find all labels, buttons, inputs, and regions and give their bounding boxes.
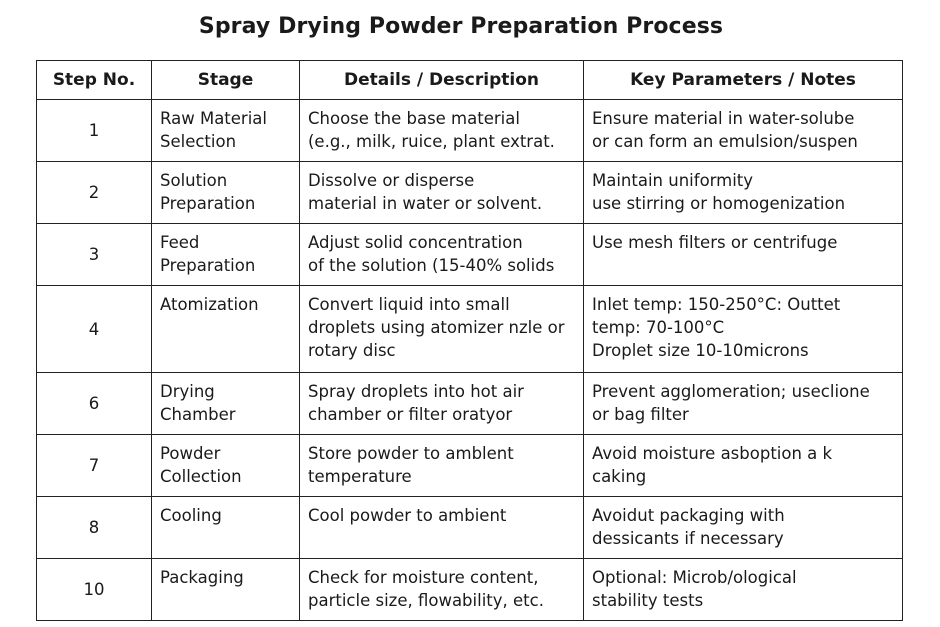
details-text: droplets using atomizer nzle or xyxy=(308,318,565,337)
notes-cell xyxy=(584,224,903,286)
notes-text: or can form an emulsion/suspen xyxy=(592,132,858,151)
notes-cell xyxy=(584,559,903,621)
step-number: 1 xyxy=(37,100,152,162)
header-notes: Key Parameters / Notes xyxy=(584,61,903,100)
notes-text: Use mesh filters or centrifuge xyxy=(592,233,838,252)
table-row xyxy=(37,497,903,559)
stage-text: Packaging xyxy=(160,568,244,587)
details-text: Choose the base material xyxy=(308,109,520,128)
stage-text: Collection xyxy=(160,467,242,486)
notes-text: Inlet temp: 150-250°C: Outtet xyxy=(592,295,841,314)
notes-text: Maintain uniformity xyxy=(592,171,754,190)
details-cell xyxy=(300,100,584,162)
notes-text: or bag filter xyxy=(592,405,689,424)
notes-text: temp: 70-100°C xyxy=(592,318,725,337)
details-text: of the solution (15-40% solids xyxy=(308,256,555,275)
stage-text: Feed xyxy=(160,233,200,252)
stage-cell xyxy=(152,497,300,559)
step-number: 6 xyxy=(37,373,152,435)
table-row xyxy=(37,559,903,621)
notes-cell xyxy=(584,435,903,497)
step-number: 4 xyxy=(37,286,152,373)
details-cell xyxy=(300,224,584,286)
notes-text: Avoidut packaging with xyxy=(592,506,785,525)
details-text: Adjust solid concentration xyxy=(308,233,523,252)
notes-text: Droplet size 10-10microns xyxy=(592,341,809,360)
table-row xyxy=(37,435,903,497)
details-text: rotary disc xyxy=(308,341,396,360)
stage-cell xyxy=(152,559,300,621)
step-number: 7 xyxy=(37,435,152,497)
stage-text: Solution xyxy=(160,171,228,190)
stage-cell xyxy=(152,435,300,497)
step-number: 10 xyxy=(37,559,152,621)
details-cell xyxy=(300,373,584,435)
notes-text: caking xyxy=(592,467,647,486)
notes-text: use stirring or homogenization xyxy=(592,194,846,213)
notes-text: dessicants if necessary xyxy=(592,529,784,548)
table-row xyxy=(37,224,903,286)
page-title: Spray Drying Powder Preparation Process xyxy=(198,14,724,39)
details-text: particle size, flowability, etc. xyxy=(308,591,544,610)
notes-cell xyxy=(584,286,903,373)
step-number: 3 xyxy=(37,224,152,286)
header-details: Details / Description xyxy=(300,61,584,100)
notes-text: stability tests xyxy=(592,591,704,610)
details-cell xyxy=(300,435,584,497)
notes-text: Optional: Microb/ological xyxy=(592,568,797,587)
step-number: 8 xyxy=(37,497,152,559)
stage-text: Atomization xyxy=(160,295,259,314)
stage-cell xyxy=(152,162,300,224)
stage-cell xyxy=(152,100,300,162)
details-text: Spray droplets into hot air xyxy=(308,382,524,401)
notes-cell xyxy=(584,373,903,435)
stage-cell xyxy=(152,373,300,435)
stage-text: Raw Material xyxy=(160,109,267,128)
stage-text: Preparation xyxy=(160,194,256,213)
stage-text: Selection xyxy=(160,132,237,151)
details-cell xyxy=(300,559,584,621)
process-table xyxy=(36,60,903,621)
notes-text: Ensure material in water-solube xyxy=(592,109,855,128)
details-text: chamber or filter oratyor xyxy=(308,405,513,424)
details-text: (e.g., milk, ruice, plant extrat. xyxy=(308,132,555,151)
details-text: Convert liquid into small xyxy=(308,295,510,314)
stage-text: Preparation xyxy=(160,256,256,275)
header-step-no: Step No. xyxy=(37,61,152,100)
notes-cell xyxy=(584,497,903,559)
stage-text: Drying xyxy=(160,382,215,401)
table-header-row xyxy=(37,61,903,100)
table-row xyxy=(37,162,903,224)
stage-text: Chamber xyxy=(160,405,236,424)
notes-text: Prevent agglomeration; useclione xyxy=(592,382,870,401)
notes-cell xyxy=(584,100,903,162)
stage-text: Powder xyxy=(160,444,221,463)
details-text: Dissolve or disperse xyxy=(308,171,475,190)
details-cell xyxy=(300,162,584,224)
header-stage: Stage xyxy=(152,61,300,100)
stage-cell xyxy=(152,286,300,373)
details-text: Check for moisture content, xyxy=(308,568,539,587)
table-row xyxy=(37,373,903,435)
details-cell xyxy=(300,497,584,559)
table-row xyxy=(37,286,903,373)
details-text: Store powder to amblent xyxy=(308,444,514,463)
notes-cell xyxy=(584,162,903,224)
details-text: temperature xyxy=(308,467,412,486)
details-text: Cool powder to ambient xyxy=(308,506,507,525)
notes-text: Avoid moisture asboption a k xyxy=(592,444,833,463)
step-number: 2 xyxy=(37,162,152,224)
details-text: material in water or solvent. xyxy=(308,194,543,213)
table-row xyxy=(37,100,903,162)
stage-text: Cooling xyxy=(160,506,222,525)
details-cell xyxy=(300,286,584,373)
stage-cell xyxy=(152,224,300,286)
